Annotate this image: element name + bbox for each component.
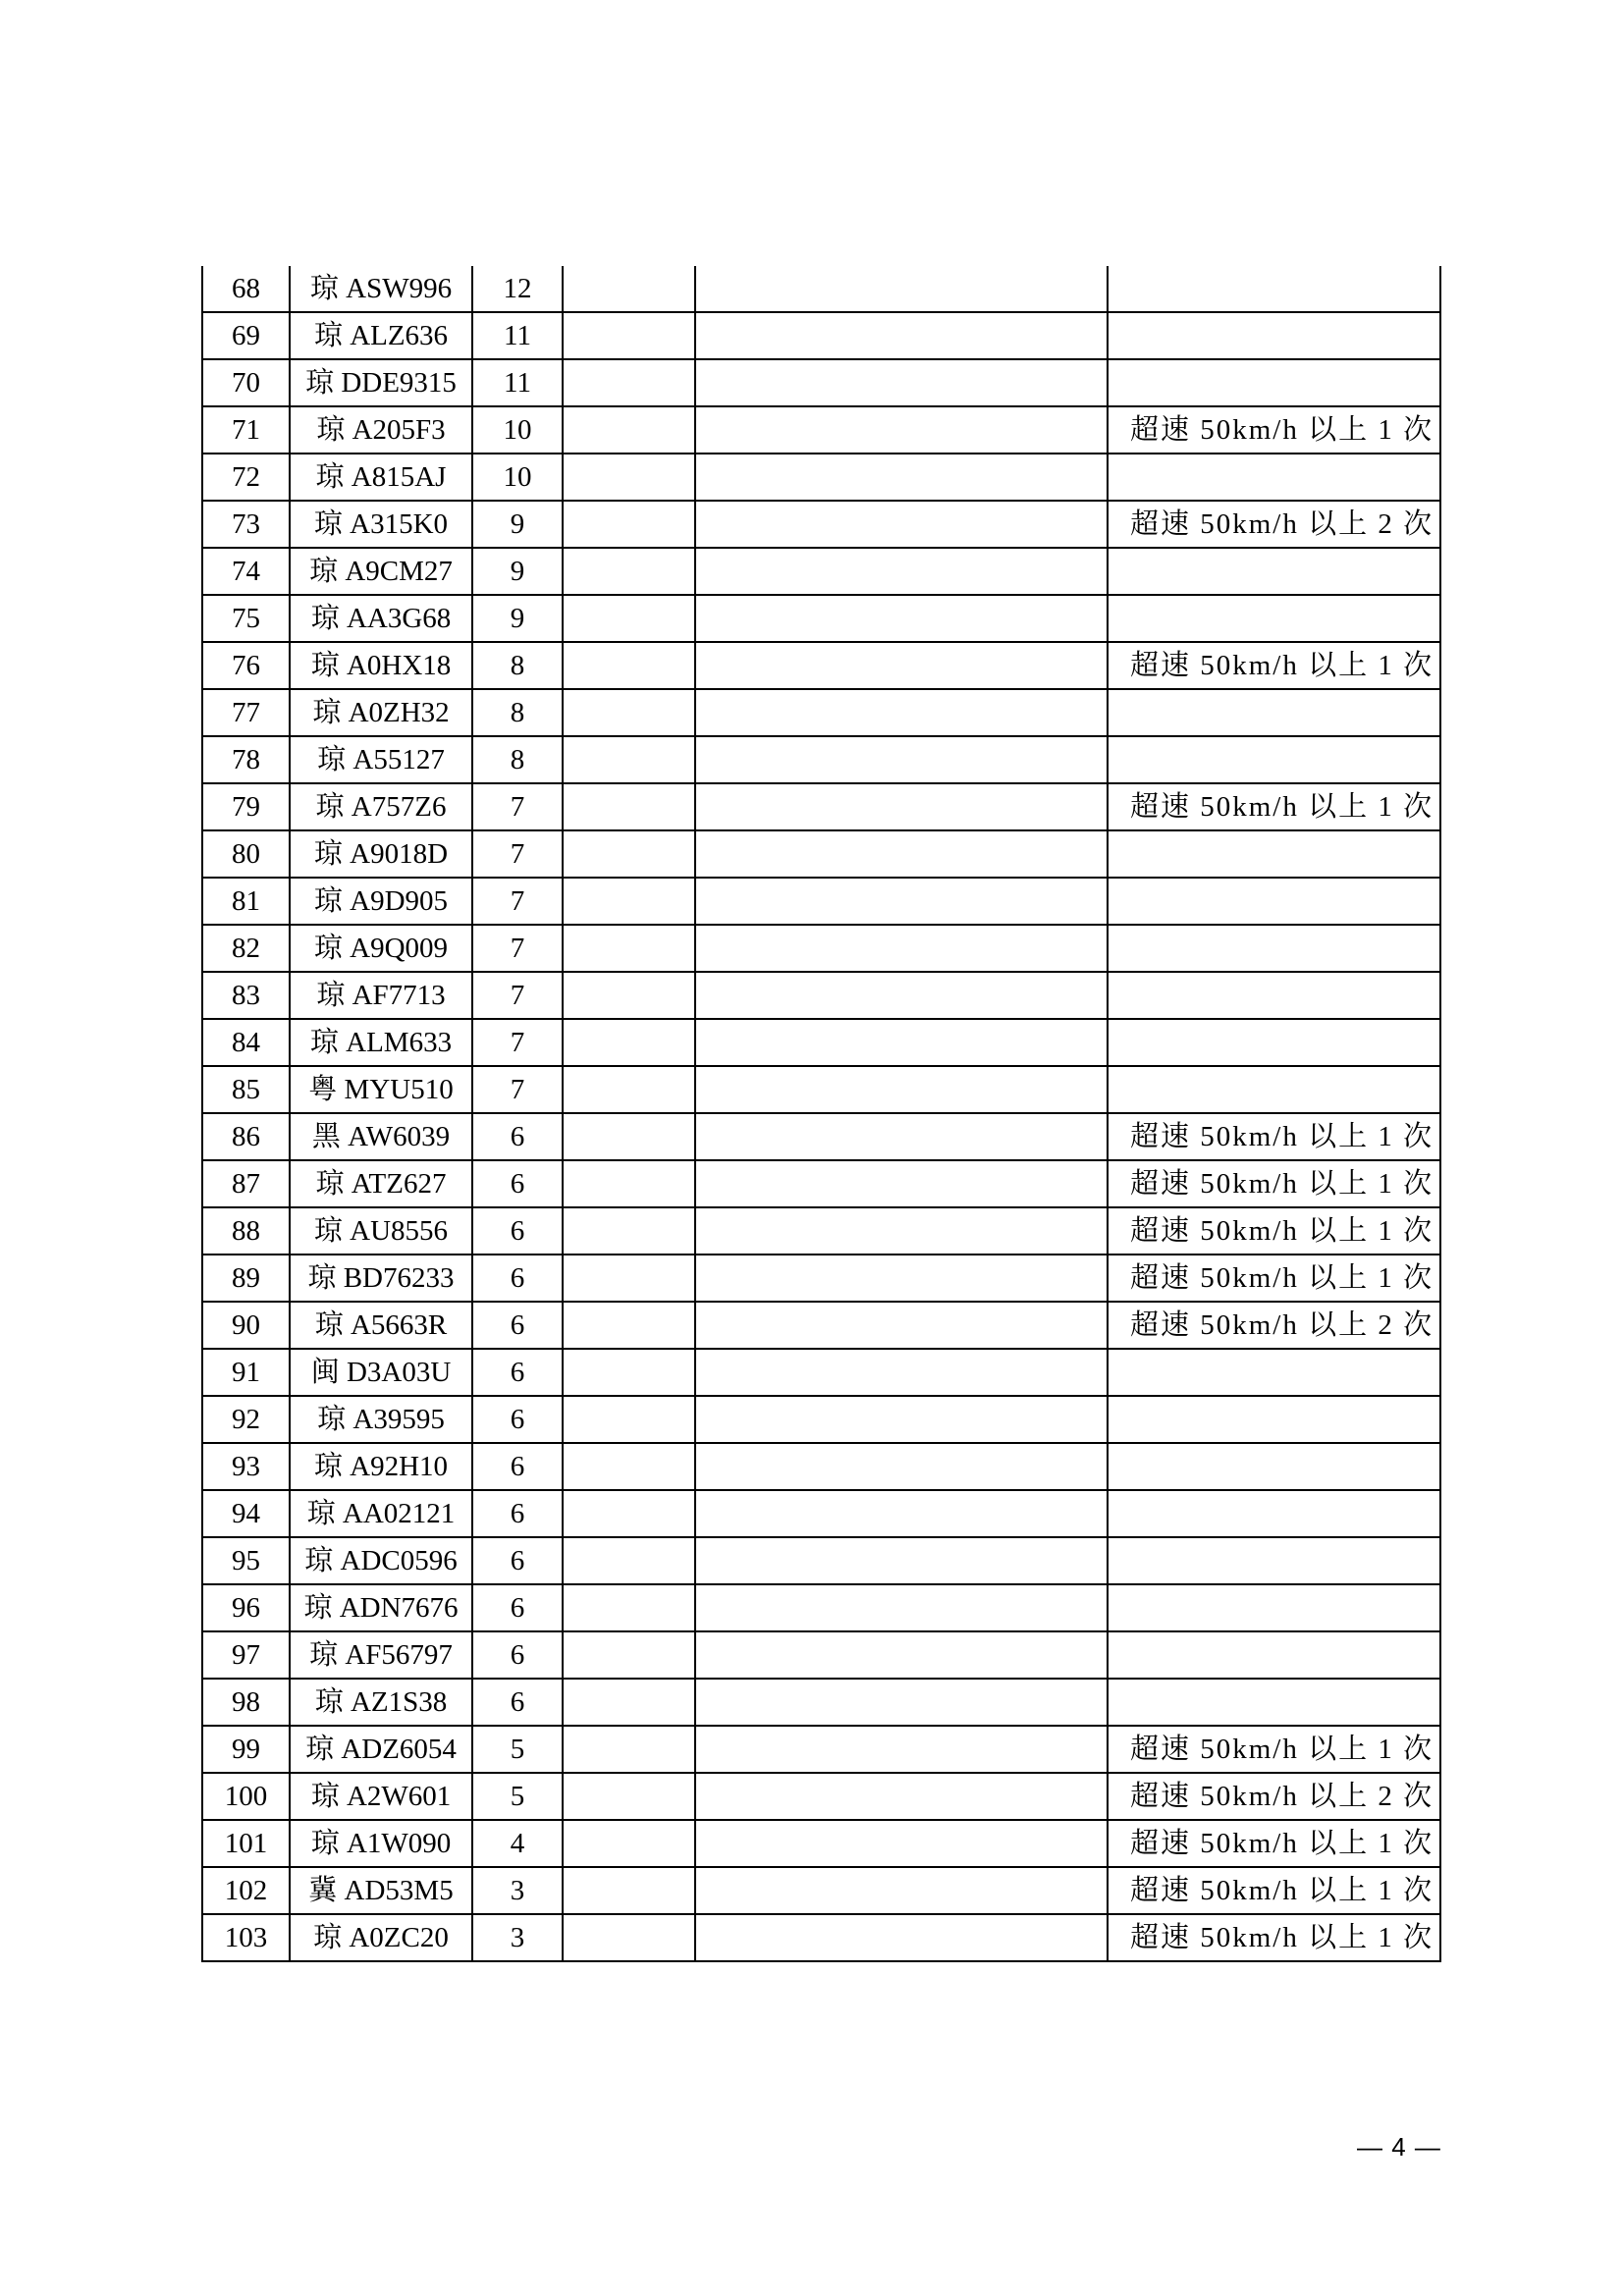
table-row [202, 830, 1440, 878]
remark-cell [1108, 1019, 1440, 1066]
blank-cell [695, 830, 1108, 878]
blank-cell [563, 1537, 695, 1584]
remark-cell: 超速 50km/h 以上 1 次 [1108, 1160, 1440, 1207]
row-number-cell: 82 [202, 925, 290, 972]
blank-cell [563, 548, 695, 595]
table-row [202, 1584, 1440, 1631]
table-row [202, 312, 1440, 359]
license-plate-cell: 琼 AU8556 [290, 1207, 472, 1255]
violation-count-cell: 6 [472, 1255, 563, 1302]
remark-cell [1108, 1443, 1440, 1490]
row-number-cell: 85 [202, 1066, 290, 1113]
violation-count-cell: 11 [472, 312, 563, 359]
blank-cell [563, 1066, 695, 1113]
row-number-cell: 75 [202, 595, 290, 642]
remark-cell [1108, 878, 1440, 925]
blank-cell [563, 689, 695, 736]
remark-cell: 超速 50km/h 以上 1 次 [1108, 1255, 1440, 1302]
license-plate-cell: 琼 ADN7676 [290, 1584, 472, 1631]
row-number-cell: 88 [202, 1207, 290, 1255]
table-row [202, 501, 1440, 548]
blank-cell [563, 783, 695, 830]
blank-cell [695, 1631, 1108, 1679]
table-row [202, 454, 1440, 501]
blank-cell [695, 1302, 1108, 1349]
page-number: — 4 — [1357, 2132, 1441, 2162]
table-row [202, 1443, 1440, 1490]
table-row [202, 1349, 1440, 1396]
blank-cell [695, 1349, 1108, 1396]
table-row [202, 1019, 1440, 1066]
violation-count-cell: 4 [472, 1820, 563, 1867]
remark-cell: 超速 50km/h 以上 1 次 [1108, 642, 1440, 689]
license-plate-cell: 琼 A0HX18 [290, 642, 472, 689]
remark-cell [1108, 1490, 1440, 1537]
blank-cell [563, 1914, 695, 1961]
blank-cell [563, 1490, 695, 1537]
row-number-cell: 74 [202, 548, 290, 595]
row-number-cell: 72 [202, 454, 290, 501]
license-plate-cell: 琼 AF56797 [290, 1631, 472, 1679]
table-row [202, 1631, 1440, 1679]
license-plate-cell: 琼 A0ZH32 [290, 689, 472, 736]
table-row [202, 359, 1440, 406]
license-plate-cell: 琼 A0ZC20 [290, 1914, 472, 1961]
row-number-cell: 84 [202, 1019, 290, 1066]
blank-cell [695, 925, 1108, 972]
license-plate-cell: 琼 AA3G68 [290, 595, 472, 642]
table-row [202, 1773, 1440, 1820]
blank-cell [563, 1679, 695, 1726]
row-number-cell: 79 [202, 783, 290, 830]
remark-cell: 超速 50km/h 以上 1 次 [1108, 1207, 1440, 1255]
remark-cell: 超速 50km/h 以上 1 次 [1108, 783, 1440, 830]
table-row [202, 1914, 1440, 1961]
row-number-cell: 89 [202, 1255, 290, 1302]
row-number-cell: 103 [202, 1914, 290, 1961]
blank-cell [563, 1113, 695, 1160]
table-row [202, 878, 1440, 925]
table-row [202, 1207, 1440, 1255]
remark-cell: 超速 50km/h 以上 1 次 [1108, 1113, 1440, 1160]
row-number-cell: 98 [202, 1679, 290, 1726]
license-plate-cell: 琼 ALZ636 [290, 312, 472, 359]
blank-cell [563, 454, 695, 501]
remark-cell [1108, 736, 1440, 783]
blank-cell [695, 1537, 1108, 1584]
remark-cell [1108, 1584, 1440, 1631]
blank-cell [695, 1207, 1108, 1255]
license-plate-cell: 粤 MYU510 [290, 1066, 472, 1113]
violation-count-cell: 7 [472, 878, 563, 925]
blank-cell [563, 1443, 695, 1490]
table-row [202, 1726, 1440, 1773]
table-row [202, 406, 1440, 454]
table-row [202, 548, 1440, 595]
blank-cell [695, 1773, 1108, 1820]
violation-count-cell: 6 [472, 1160, 563, 1207]
violation-count-cell: 10 [472, 454, 563, 501]
remark-cell [1108, 972, 1440, 1019]
table-row [202, 1537, 1440, 1584]
license-plate-cell: 琼 BD76233 [290, 1255, 472, 1302]
row-number-cell: 83 [202, 972, 290, 1019]
violation-count-cell: 3 [472, 1914, 563, 1961]
blank-cell [695, 1867, 1108, 1914]
violation-count-cell: 8 [472, 736, 563, 783]
license-plate-cell: 琼 AA02121 [290, 1490, 472, 1537]
blank-cell [695, 972, 1108, 1019]
violation-count-cell: 6 [472, 1443, 563, 1490]
remark-cell [1108, 1349, 1440, 1396]
violation-count-cell: 6 [472, 1207, 563, 1255]
blank-cell [563, 830, 695, 878]
table-row [202, 783, 1440, 830]
blank-cell [563, 1160, 695, 1207]
blank-cell [563, 736, 695, 783]
violation-count-cell: 7 [472, 830, 563, 878]
remark-cell [1108, 925, 1440, 972]
table-row [202, 972, 1440, 1019]
license-plate-cell: 琼 A92H10 [290, 1443, 472, 1490]
blank-cell [695, 1160, 1108, 1207]
blank-cell [563, 1019, 695, 1066]
row-number-cell: 99 [202, 1726, 290, 1773]
license-plate-cell: 琼 A9018D [290, 830, 472, 878]
row-number-cell: 71 [202, 406, 290, 454]
table-row [202, 1820, 1440, 1867]
license-plate-cell: 琼 AZ1S38 [290, 1679, 472, 1726]
blank-cell [695, 1066, 1108, 1113]
blank-cell [695, 359, 1108, 406]
violation-count-cell: 7 [472, 972, 563, 1019]
violation-count-cell: 9 [472, 595, 563, 642]
violation-count-cell: 7 [472, 925, 563, 972]
license-plate-cell: 琼 ADZ6054 [290, 1726, 472, 1773]
row-number-cell: 77 [202, 689, 290, 736]
blank-cell [563, 595, 695, 642]
license-plate-cell: 琼 A9CM27 [290, 548, 472, 595]
license-plate-cell: 冀 AD53M5 [290, 1867, 472, 1914]
license-plate-cell: 琼 A205F3 [290, 406, 472, 454]
row-number-cell: 76 [202, 642, 290, 689]
license-plate-cell: 琼 ADC0596 [290, 1537, 472, 1584]
remark-cell [1108, 830, 1440, 878]
blank-cell [695, 1255, 1108, 1302]
table-row [202, 1066, 1440, 1113]
table-row [202, 925, 1440, 972]
blank-cell [695, 1019, 1108, 1066]
blank-cell [563, 642, 695, 689]
remark-cell [1108, 454, 1440, 501]
row-number-cell: 100 [202, 1773, 290, 1820]
license-plate-cell: 琼 A9D905 [290, 878, 472, 925]
row-number-cell: 81 [202, 878, 290, 925]
table-row [202, 1490, 1440, 1537]
blank-cell [563, 1302, 695, 1349]
blank-cell [695, 406, 1108, 454]
remark-cell [1108, 266, 1440, 312]
row-number-cell: 68 [202, 266, 290, 312]
violation-count-cell: 3 [472, 1867, 563, 1914]
remark-cell [1108, 548, 1440, 595]
blank-cell [563, 1255, 695, 1302]
remark-cell: 超速 50km/h 以上 1 次 [1108, 1914, 1440, 1961]
license-plate-cell: 琼 A39595 [290, 1396, 472, 1443]
blank-cell [695, 736, 1108, 783]
license-plate-cell: 黑 AW6039 [290, 1113, 472, 1160]
row-number-cell: 101 [202, 1820, 290, 1867]
row-number-cell: 90 [202, 1302, 290, 1349]
blank-cell [695, 1443, 1108, 1490]
violation-count-cell: 6 [472, 1349, 563, 1396]
remark-cell: 超速 50km/h 以上 1 次 [1108, 406, 1440, 454]
blank-cell [563, 1726, 695, 1773]
blank-cell [563, 878, 695, 925]
table-row [202, 689, 1440, 736]
blank-cell [695, 266, 1108, 312]
license-plate-cell: 琼 A55127 [290, 736, 472, 783]
table-body [202, 266, 1440, 1961]
violation-count-cell: 12 [472, 266, 563, 312]
license-plate-cell: 琼 ALM633 [290, 1019, 472, 1066]
remark-cell: 超速 50km/h 以上 2 次 [1108, 1302, 1440, 1349]
blank-cell [563, 1773, 695, 1820]
row-number-cell: 94 [202, 1490, 290, 1537]
table-row [202, 1679, 1440, 1726]
row-number-cell: 80 [202, 830, 290, 878]
remark-cell [1108, 595, 1440, 642]
remark-cell: 超速 50km/h 以上 2 次 [1108, 1773, 1440, 1820]
violation-count-cell: 11 [472, 359, 563, 406]
row-number-cell: 95 [202, 1537, 290, 1584]
blank-cell [563, 1867, 695, 1914]
license-plate-cell: 琼 A315K0 [290, 501, 472, 548]
row-number-cell: 73 [202, 501, 290, 548]
violation-count-cell: 6 [472, 1490, 563, 1537]
row-number-cell: 97 [202, 1631, 290, 1679]
row-number-cell: 86 [202, 1113, 290, 1160]
violation-count-cell: 6 [472, 1537, 563, 1584]
table-row [202, 1396, 1440, 1443]
remark-cell [1108, 1631, 1440, 1679]
violation-count-cell: 5 [472, 1726, 563, 1773]
blank-cell [563, 266, 695, 312]
blank-cell [695, 454, 1108, 501]
violation-count-cell: 8 [472, 689, 563, 736]
blank-cell [563, 312, 695, 359]
violation-count-cell: 9 [472, 548, 563, 595]
violation-count-cell: 9 [472, 501, 563, 548]
blank-cell [695, 1679, 1108, 1726]
violation-count-cell: 5 [472, 1773, 563, 1820]
blank-cell [563, 501, 695, 548]
blank-cell [563, 1584, 695, 1631]
remark-cell: 超速 50km/h 以上 2 次 [1108, 501, 1440, 548]
blank-cell [695, 1726, 1108, 1773]
blank-cell [563, 1349, 695, 1396]
blank-cell [695, 878, 1108, 925]
violation-count-cell: 7 [472, 1019, 563, 1066]
table-row [202, 266, 1440, 312]
row-number-cell: 92 [202, 1396, 290, 1443]
blank-cell [695, 1914, 1108, 1961]
license-plate-cell: 琼 A9Q009 [290, 925, 472, 972]
blank-cell [563, 1631, 695, 1679]
blank-cell [695, 595, 1108, 642]
blank-cell [695, 312, 1108, 359]
blank-cell [563, 1396, 695, 1443]
vehicle-violation-table [201, 266, 1441, 1962]
blank-cell [563, 1207, 695, 1255]
row-number-cell: 102 [202, 1867, 290, 1914]
blank-cell [695, 501, 1108, 548]
blank-cell [563, 406, 695, 454]
remark-cell [1108, 1537, 1440, 1584]
blank-cell [563, 359, 695, 406]
license-plate-cell: 琼 A2W601 [290, 1773, 472, 1820]
table-row [202, 595, 1440, 642]
remark-cell [1108, 689, 1440, 736]
remark-cell: 超速 50km/h 以上 1 次 [1108, 1820, 1440, 1867]
remark-cell [1108, 312, 1440, 359]
blank-cell [695, 1396, 1108, 1443]
blank-cell [695, 1820, 1108, 1867]
row-number-cell: 93 [202, 1443, 290, 1490]
row-number-cell: 87 [202, 1160, 290, 1207]
license-plate-cell: 琼 AF7713 [290, 972, 472, 1019]
violation-count-cell: 8 [472, 642, 563, 689]
remark-cell [1108, 359, 1440, 406]
remark-cell [1108, 1679, 1440, 1726]
blank-cell [563, 925, 695, 972]
violation-count-cell: 6 [472, 1113, 563, 1160]
blank-cell [695, 689, 1108, 736]
license-plate-cell: 琼 A1W090 [290, 1820, 472, 1867]
blank-cell [695, 642, 1108, 689]
blank-cell [695, 1490, 1108, 1537]
remark-cell [1108, 1066, 1440, 1113]
violation-count-cell: 10 [472, 406, 563, 454]
blank-cell [563, 1820, 695, 1867]
violation-count-cell: 7 [472, 1066, 563, 1113]
violation-count-cell: 6 [472, 1631, 563, 1679]
remark-cell [1108, 1396, 1440, 1443]
blank-cell [563, 972, 695, 1019]
row-number-cell: 91 [202, 1349, 290, 1396]
violation-count-cell: 6 [472, 1396, 563, 1443]
license-plate-cell: 琼 ATZ627 [290, 1160, 472, 1207]
blank-cell [695, 1584, 1108, 1631]
table-row [202, 642, 1440, 689]
license-plate-cell: 琼 DDE9315 [290, 359, 472, 406]
blank-cell [695, 783, 1108, 830]
license-plate-cell: 闽 D3A03U [290, 1349, 472, 1396]
violation-count-cell: 6 [472, 1584, 563, 1631]
row-number-cell: 69 [202, 312, 290, 359]
violation-count-cell: 6 [472, 1679, 563, 1726]
row-number-cell: 78 [202, 736, 290, 783]
license-plate-cell: 琼 A815AJ [290, 454, 472, 501]
table-row [202, 1113, 1440, 1160]
blank-cell [695, 548, 1108, 595]
blank-cell [695, 1113, 1108, 1160]
license-plate-cell: 琼 A5663R [290, 1302, 472, 1349]
table-row [202, 1302, 1440, 1349]
table-row [202, 1867, 1440, 1914]
license-plate-cell: 琼 ASW996 [290, 266, 472, 312]
remark-cell: 超速 50km/h 以上 1 次 [1108, 1867, 1440, 1914]
row-number-cell: 70 [202, 359, 290, 406]
license-plate-cell: 琼 A757Z6 [290, 783, 472, 830]
violation-count-cell: 6 [472, 1302, 563, 1349]
table-row [202, 736, 1440, 783]
remark-cell: 超速 50km/h 以上 1 次 [1108, 1726, 1440, 1773]
row-number-cell: 96 [202, 1584, 290, 1631]
table-row [202, 1160, 1440, 1207]
table-row [202, 1255, 1440, 1302]
violation-count-cell: 7 [472, 783, 563, 830]
